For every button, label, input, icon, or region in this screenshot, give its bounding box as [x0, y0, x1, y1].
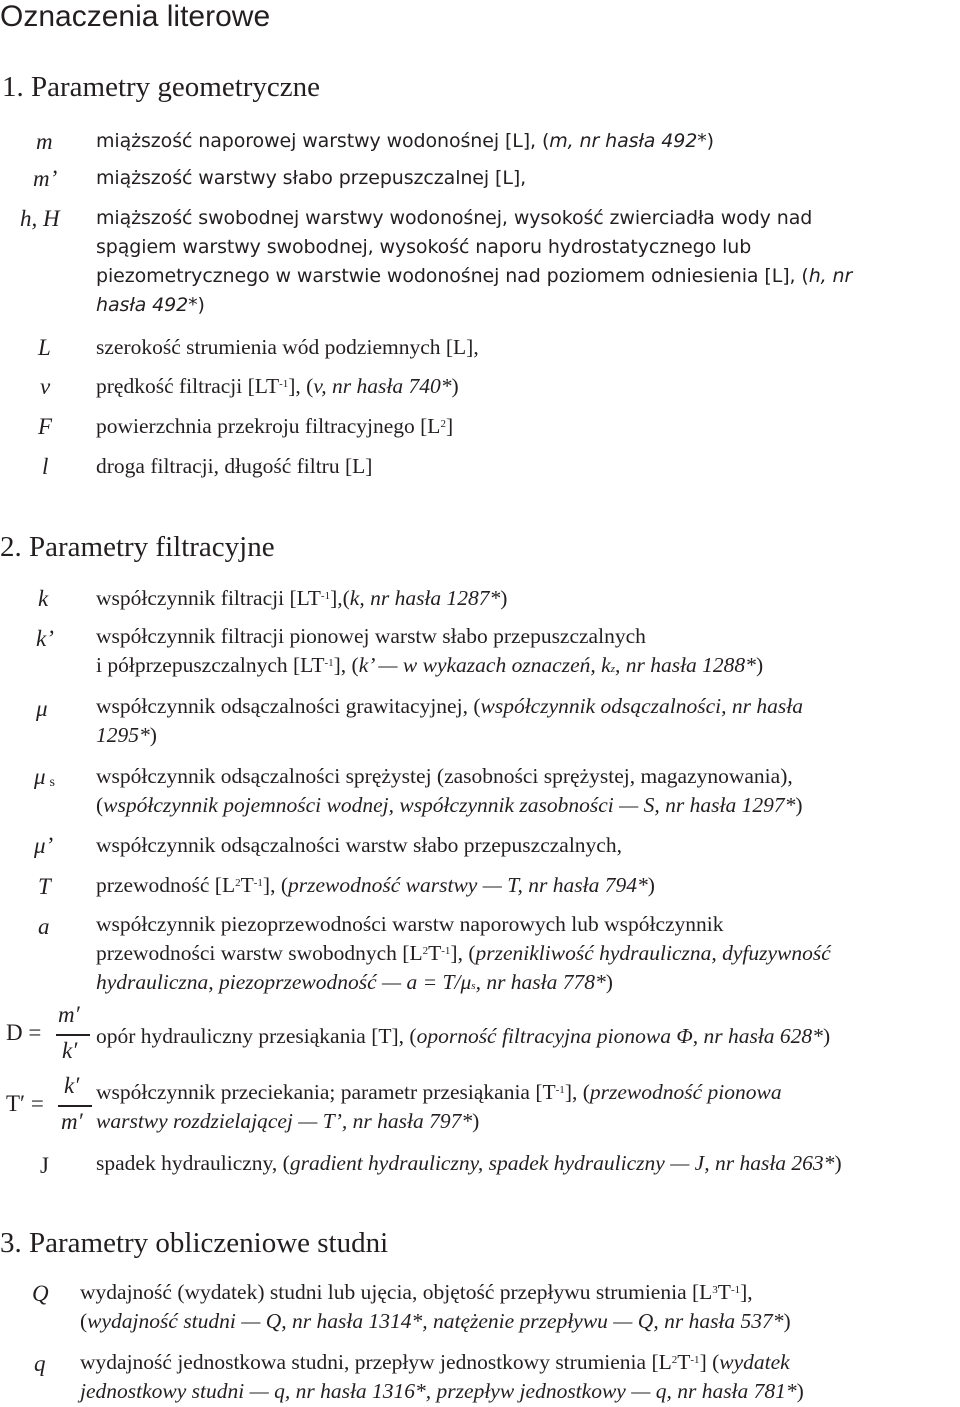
symbol-Q: Q: [32, 1281, 49, 1306]
symbol-h-H: h, H: [20, 206, 60, 231]
definition-T-prime: współczynnik przeciekania; parametr przesiąkania $[T^{-1}]$, (przewodność pionowa warstwy rozdzielającej — T’, nr hasła 797*): [96, 1080, 782, 1133]
definition-h-H: miąższość swobodnej warstwy wodonośnej, wysokość zwierciadła wody nad spągiem warstwy swobodnej, wysokość naporu hydrostatycznego lub piezometrycznego w warstwie wodonośnej nad poziomem odniesienia [L], (h, nr hasła 492*): [96, 207, 853, 316]
definition-k-prime: współczynnik filtracji pionowej warstw słabo przepuszczalnych i półprzepuszczalnych $[LT^{-1}]$, (k’ — w wykazach oznaczeń, $k_z$, nr hasła 1288*): [96, 624, 764, 677]
symbol-L: L: [38, 335, 51, 360]
formula-T-prime: T′ = k′ m′: [6, 1073, 91, 1141]
definition-mu-prime: współczynnik odsączalności warstw słabo przepuszczalnych,: [96, 833, 622, 857]
definition-mu-s: współczynnik odsączalności sprężystej (zasobności sprężystej, magazynowania), (współczynnik pojemności wodnej, współczynnik zasobności — S, nr hasła 1297*): [96, 764, 803, 817]
symbol-mu-s: μ $_s$: [34, 764, 55, 790]
section-heading-filtration: 2. Parametry filtracyjne: [0, 531, 275, 563]
formula-D: D = m′ k′: [6, 1002, 91, 1070]
symbol-a: a: [38, 914, 50, 939]
definition-Q: wydajność (wydatek) studni lub ujęcia, objętość przepływu strumienia $[L^3T^{-1}]$, (wydajność studni — Q, nr hasła 1314*, natężenie przepływu — Q, nr hasła 537*): [80, 1280, 791, 1333]
symbol-k-prime: k’: [36, 626, 54, 651]
definition-m-prime: miąższość warstwy słabo przepuszczalnej [L],: [96, 167, 527, 189]
symbol-l: l: [42, 454, 49, 479]
symbol-T: T: [38, 874, 51, 899]
definition-k: współczynnik filtracji $[LT^{-1}],(k$, nr hasła 1287*): [96, 586, 508, 610]
definition-D: opór hydrauliczny przesiąkania [T], (oporność filtracyjna pionowa Φ, nr hasła 628*): [96, 1024, 831, 1048]
definition-l: droga filtracji, długość filtru [L]: [96, 454, 373, 478]
symbol-v: v: [40, 374, 51, 399]
symbol-m-prime: m’: [33, 166, 58, 191]
definition-J: spadek hydrauliczny, (gradient hydrauliczny, spadek hydrauliczny — J, nr hasła 263*): [96, 1151, 842, 1175]
symbol-F: F: [38, 414, 53, 439]
definition-mu: współczynnik odsączalności grawitacyjnej, (współczynnik odsączalności, nr hasła 1295*): [96, 694, 803, 747]
section-heading-well: 3. Parametry obliczeniowe studni: [0, 1227, 389, 1259]
symbol-J: J: [40, 1153, 49, 1178]
definition-v: prędkość filtracji $[LT^{-1}]$, (v, nr hasła 740*): [96, 374, 459, 398]
definition-q: wydajność jednostkowa studni, przepływ jednostkowy strumienia $[L^2T^{-1}]$ (wydatek jednostkowy studni — q, nr hasła 1316*, przepływ jednostkowy — q, nr hasła 781*): [80, 1350, 804, 1403]
definition-a: współczynnik piezoprzewodności warstw naporowych lub współczynnik przewodności warstw swobodnych $[L^2T^{-1}]$, (przenikliwość hydrauliczna, dyfuzywność hydrauliczna, piezoprzewodność — $a = T/\mu_s$, nr hasła 778*): [96, 912, 831, 994]
definition-m: miąższość naporowej warstwy wodonośnej [L], (m, nr hasła 492*): [96, 130, 714, 152]
definition-F: powierzchnia przekroju filtracyjnego $[L^2]$: [96, 414, 454, 438]
section-heading-geometric: 1. Parametry geometryczne: [2, 71, 321, 103]
symbol-mu-prime: μ’: [34, 833, 54, 858]
page-title: Oznaczenia literowe: [0, 0, 271, 33]
definition-T: przewodność $[L^2T^{-1}]$, (przewodność warstwy — T, nr hasła 794*): [96, 873, 655, 897]
symbol-m: m: [36, 129, 53, 154]
symbol-q: q: [34, 1351, 46, 1376]
definition-L: szerokość strumienia wód podziemnych [L],: [96, 335, 479, 359]
symbol-mu: μ: [36, 696, 48, 721]
symbol-k: k: [38, 586, 49, 611]
